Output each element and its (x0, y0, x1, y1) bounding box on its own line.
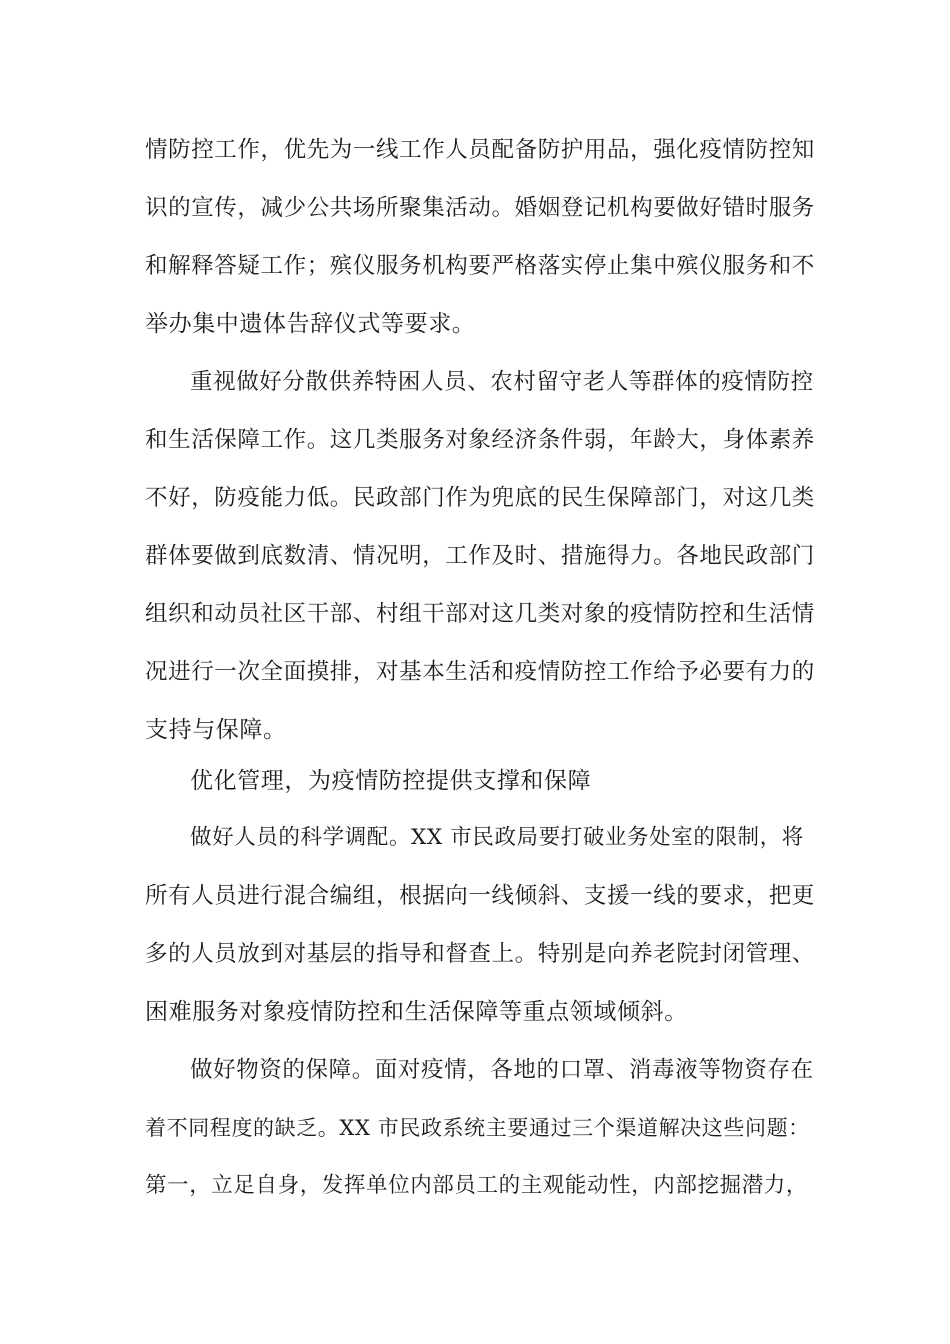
text-line: 支持与保障。 (145, 717, 287, 743)
text-line: 和解释答疑工作；殡仪服务机构要严格落实停止集中殡仪服务和不 (145, 253, 815, 279)
text-line: 组织和动员社区干部、村组干部对这几类对象的疫情防控和生活情 (145, 601, 815, 627)
text-line: 困难服务对象疫情防控和生活保障等重点领域倾斜。 (145, 999, 688, 1025)
section-heading: 优化管理，为疫情防控提供支撑和保障 (190, 768, 592, 794)
text-line: 着不同程度的缺乏。XX 市民政系统主要通过三个渠道解决这些问题： (145, 1116, 810, 1140)
text-line: 举办集中遗体告辞仪式等要求。 (145, 311, 476, 337)
text-line: 多的人员放到对基层的指导和督查上。特别是向养老院封闭管理、 (145, 941, 815, 967)
text-line: 群体要做到底数清、情况明，工作及时、措施得力。各地民政部门 (145, 543, 815, 569)
text-line: 识的宣传，减少公共场所聚集活动。婚姻登记机构要做好错时服务 (145, 195, 815, 221)
text-line: 所有人员进行混合编组，根据向一线倾斜、支援一线的要求，把更 (145, 883, 815, 909)
text-line: 况进行一次全面摸排，对基本生活和疫情防控工作给予必要有力的 (145, 659, 815, 685)
paragraph-first-line: 做好物资的保障。面对疫情，各地的口罩、消毒液等物资存在 (190, 1057, 814, 1083)
text-line: 第一，立足自身，发挥单位内部员工的主观能动性，内部挖掘潜力， (145, 1173, 809, 1198)
paragraph-first-line: 做好人员的科学调配。XX 市民政局要打破业务处室的限制，将 (190, 825, 804, 850)
text-line: 不好，防疫能力低。民政部门作为兜底的民生保障部门，对这几类 (145, 485, 815, 511)
text-line: 和生活保障工作。这几类服务对象经济条件弱，年龄大，身体素养 (145, 427, 815, 453)
paragraph-first-line: 重视做好分散供养特困人员、农村留守老人等群体的疫情防控 (190, 369, 814, 395)
text-line: 情防控工作，优先为一线工作人员配备防护用品，强化疫情防控知 (145, 137, 815, 163)
